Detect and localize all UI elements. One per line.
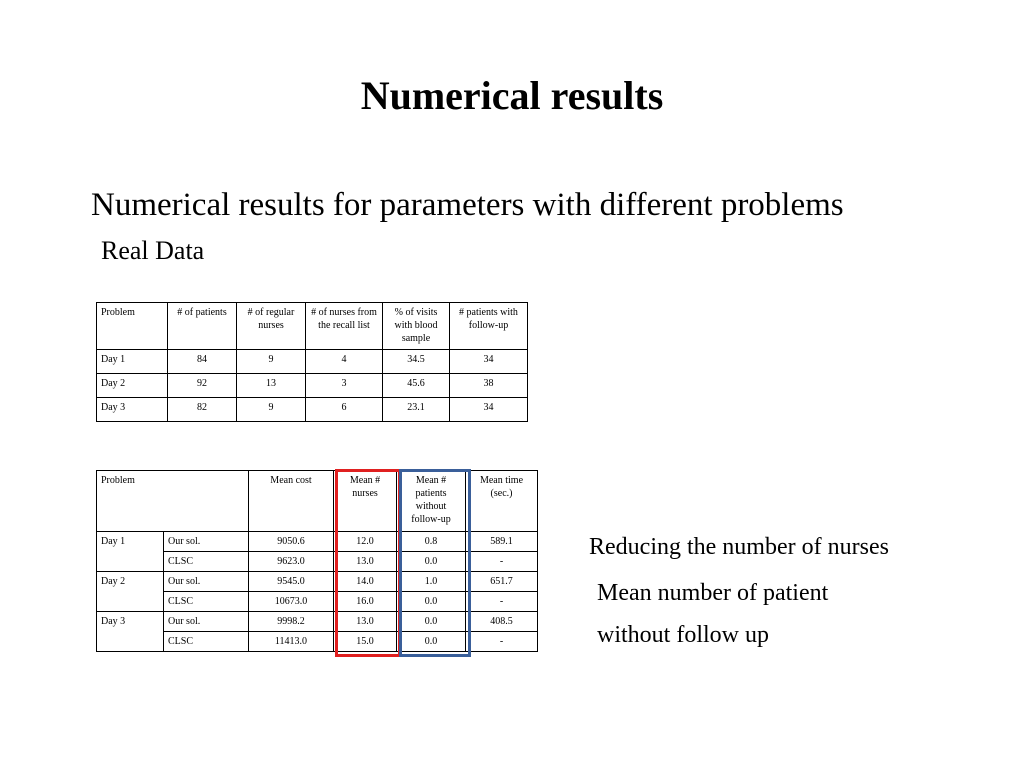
- table-cell: 34: [450, 350, 528, 374]
- table-cell: 9623.0: [249, 552, 334, 572]
- header-cell: # of regular nurses: [237, 303, 306, 350]
- table-cell: 34.5: [383, 350, 450, 374]
- table-cell: 6: [306, 398, 383, 422]
- table-cell: 9: [237, 398, 306, 422]
- header-cell: Mean # nurses: [334, 471, 397, 532]
- table-cell: 9: [237, 350, 306, 374]
- slide-title: Numerical results: [360, 73, 664, 118]
- table-cell: 38: [450, 374, 528, 398]
- table-cell: 0.0: [397, 592, 466, 612]
- patients-annotation-line1: Mean number of patient: [597, 580, 829, 606]
- table-cell: 84: [168, 350, 237, 374]
- table-cell: 9545.0: [249, 572, 334, 592]
- table-cell: CLSC: [164, 592, 249, 612]
- table-cell: 13.0: [334, 552, 397, 572]
- table-cell: Our sol.: [164, 532, 249, 552]
- table-row: [97, 398, 528, 422]
- table-cell: 3: [306, 374, 383, 398]
- table-cell: -: [466, 632, 538, 652]
- header-cell: % of visits with blood sample: [383, 303, 450, 350]
- table-cell: Our sol.: [164, 572, 249, 592]
- table-row: [97, 532, 538, 552]
- table-cell: 82: [168, 398, 237, 422]
- header-cell: Problem: [97, 471, 249, 532]
- table-header-row: [97, 303, 528, 350]
- table-cell: -: [466, 592, 538, 612]
- header-cell: # patients with follow-up: [450, 303, 528, 350]
- table-cell: CLSC: [164, 632, 249, 652]
- table-cell: Day 2: [97, 374, 168, 398]
- table-row: [97, 632, 538, 652]
- table-cell: 0.0: [397, 612, 466, 632]
- table-cell: 0.0: [397, 552, 466, 572]
- table-cell: 9050.6: [249, 532, 334, 552]
- table-cell: 4: [306, 350, 383, 374]
- table-cell: Day 1: [97, 350, 168, 374]
- table-cell: 1.0: [397, 572, 466, 592]
- slide-subtitle: Numerical results for parameters with different problems: [91, 187, 844, 223]
- real-data-table: [96, 302, 528, 422]
- table-cell: 23.1: [383, 398, 450, 422]
- table-cell: 10673.0: [249, 592, 334, 612]
- table-cell: Day 3: [97, 612, 164, 652]
- table-header-row: [97, 471, 538, 532]
- table-cell: 0.0: [397, 632, 466, 652]
- header-cell: Mean time (sec.): [466, 471, 538, 532]
- table-cell: 16.0: [334, 592, 397, 612]
- header-cell: Mean cost: [249, 471, 334, 532]
- table-cell: Day 3: [97, 398, 168, 422]
- patients-annotation-line2: without follow up: [597, 622, 769, 648]
- table-cell: 651.7: [466, 572, 538, 592]
- header-cell: # of patients: [168, 303, 237, 350]
- table-row: [97, 572, 538, 592]
- table-cell: 15.0: [334, 632, 397, 652]
- table-row: [97, 552, 538, 572]
- header-cell: Mean # patients without follow-up: [397, 471, 466, 532]
- nurses-annotation: Reducing the number of nurses: [589, 534, 889, 560]
- header-cell: # of nurses from the recall list: [306, 303, 383, 350]
- section-label: Real Data: [101, 236, 205, 265]
- table-cell: 0.8: [397, 532, 466, 552]
- table-cell: Our sol.: [164, 612, 249, 632]
- table-cell: Day 1: [97, 532, 164, 572]
- table-row: [97, 350, 528, 374]
- comparison-table: [96, 470, 538, 652]
- table-cell: -: [466, 552, 538, 572]
- table-row: [97, 592, 538, 612]
- table-cell: 92: [168, 374, 237, 398]
- table-row: [97, 612, 538, 632]
- table-cell: 14.0: [334, 572, 397, 592]
- header-cell: Problem: [97, 303, 168, 350]
- table-cell: 13.0: [334, 612, 397, 632]
- table-cell: 408.5: [466, 612, 538, 632]
- table-cell: CLSC: [164, 552, 249, 572]
- table-cell: 11413.0: [249, 632, 334, 652]
- table-cell: 9998.2: [249, 612, 334, 632]
- table-cell: 13: [237, 374, 306, 398]
- table-cell: 589.1: [466, 532, 538, 552]
- table-row: [97, 374, 528, 398]
- table-cell: 12.0: [334, 532, 397, 552]
- table-cell: Day 2: [97, 572, 164, 612]
- table-cell: 45.6: [383, 374, 450, 398]
- table-cell: 34: [450, 398, 528, 422]
